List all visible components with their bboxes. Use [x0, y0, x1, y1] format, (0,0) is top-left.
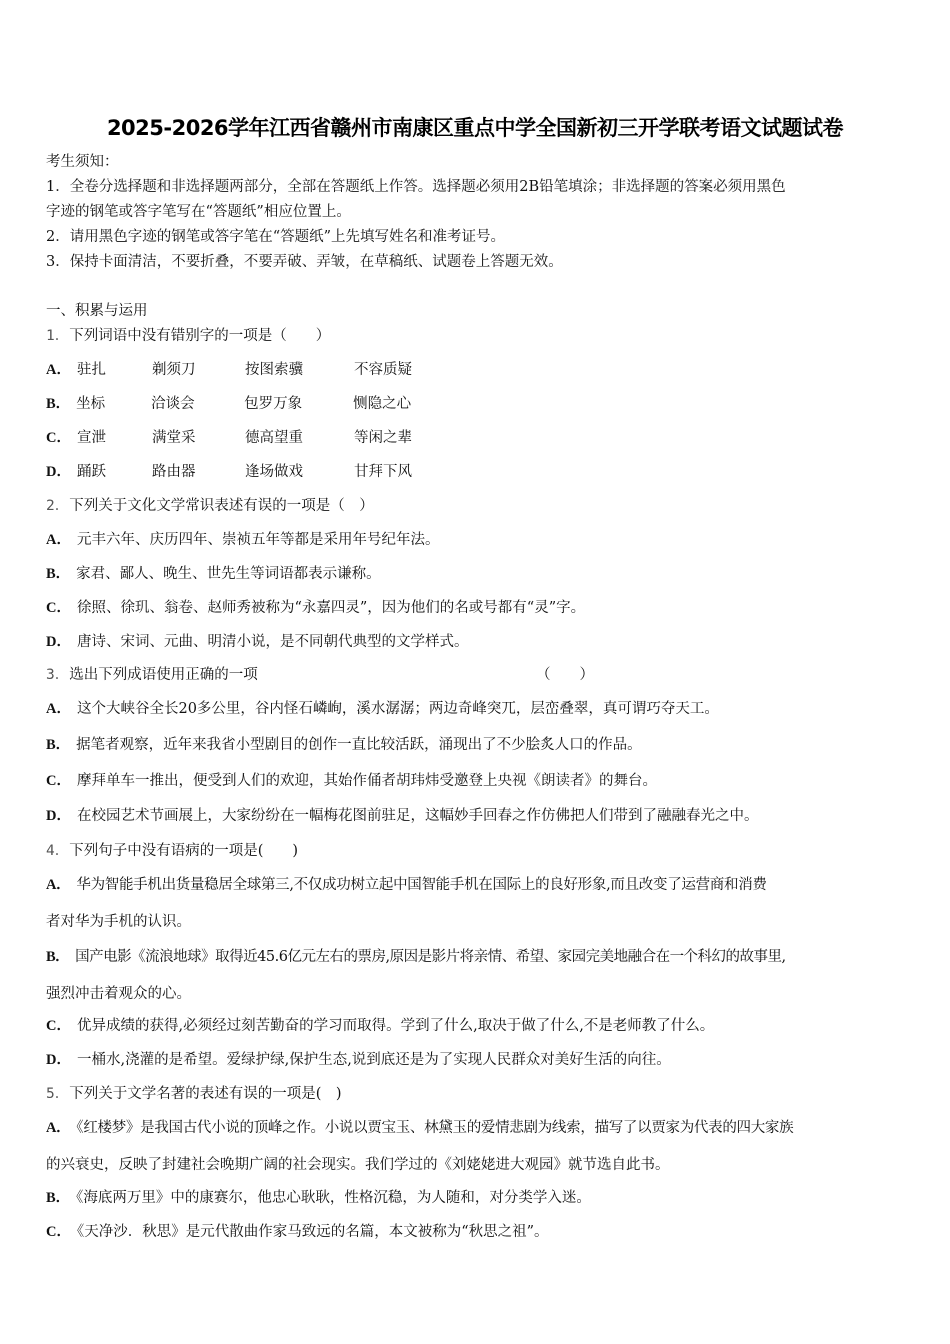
option-label: C． — [46, 1224, 71, 1240]
q1-option-a — [46, 360, 454, 380]
word: 包罗万象 — [244, 396, 303, 412]
question-number: 2． — [46, 498, 70, 514]
option-text: 《红楼梦》是我国古代小说的顶峰之作。小说以贾宝玉、林黛玉的爱情悲剧为线索，描写了以贾家为代表的四大家族 — [76, 1120, 794, 1136]
question-number: 1． — [46, 328, 70, 344]
word: 洽谈会 — [151, 396, 195, 412]
word: 甘拜下风 — [353, 464, 412, 480]
question-3 — [46, 665, 258, 685]
notice-line-1: 1．全卷分选择题和非选择题两部分，全部在答题纸上作答。选择题必须用2B铅笔填涂；非选择题的答案必须用黑色 — [46, 179, 786, 195]
notice-line-3: 3．保持卡面清洁，不要折叠，不要弄破、弄皱，在草稿纸、试题卷上答题无效。 — [46, 254, 563, 270]
option-text: 摩拜单车一推出，便受到人们的欢迎，其始作俑者胡玮炜受邀登上央视《朗读者》的舞台。 — [76, 773, 657, 789]
question-stem: 下列关于文化文学常识表述有误的一项是（ ） — [69, 498, 374, 514]
question-number: 5． — [46, 1086, 70, 1102]
word: 满堂采 — [151, 430, 196, 446]
word: 驻扎 — [76, 362, 106, 378]
option-label: B． — [46, 396, 71, 412]
option-label: D． — [46, 464, 71, 480]
option-label: C． — [46, 600, 71, 616]
question-number: 3． — [46, 667, 70, 683]
question-1 — [46, 326, 330, 346]
question-5 — [46, 1084, 342, 1104]
question-stem: 下列词语中没有错别字的一项是（ ） — [69, 328, 331, 344]
word: 踊跃 — [76, 464, 106, 480]
q4-option-a — [46, 875, 767, 895]
q1-option-c — [46, 428, 454, 448]
option-text: 国产电影《流浪地球》取得近45.6亿元左右的票房,原因是影片将亲情、希望、家园完美地融合在一个科幻的故事里, — [75, 949, 786, 965]
section-heading: 一、积累与运用 — [46, 303, 148, 319]
question-stem: 下列句子中没有语病的一项是( ) — [69, 843, 299, 859]
option-label: C． — [46, 773, 71, 789]
word: 宣泄 — [76, 430, 106, 446]
q4-option-d — [46, 1050, 671, 1070]
notice-line-2: 2．请用黑色字迹的钢笔或答字笔在“答题纸”上先填写姓名和准考证号。 — [46, 229, 506, 245]
q3-option-d — [46, 806, 758, 826]
question-stem: 下列关于文学名著的表述有误的一项是( ) — [69, 1086, 342, 1102]
word: 恻隐之心 — [353, 396, 412, 412]
option-label: B． — [46, 1190, 71, 1206]
answer-parentheses: （ ） — [536, 667, 594, 683]
q3-option-a — [46, 699, 719, 719]
option-label: D． — [46, 808, 71, 824]
option-label: C． — [46, 430, 71, 446]
option-text: 家君、鄙人、晚生、世先生等词语都表示谦称。 — [76, 566, 381, 582]
option-text: 据笔者观察，近年来我省小型剧目的创作一直比较活跃，涌现出了不少脍炙人口的作品。 — [76, 737, 642, 753]
question-stem: 选出下列成语使用正确的一项 — [69, 667, 258, 683]
q2-option-b — [46, 564, 381, 584]
q1-option-d — [46, 462, 454, 482]
notice-heading: 考生须知： — [46, 154, 119, 170]
option-label: D． — [46, 1052, 71, 1068]
option-label: A． — [46, 701, 71, 717]
option-text: 《海底两万里》中的康赛尔，他忠心耿耿，性格沉稳，为人随和，对分类学入迷。 — [76, 1190, 591, 1206]
question-4 — [46, 841, 298, 861]
q2-option-d — [46, 632, 468, 652]
option-text: 优异成绩的获得,必须经过刻苦勤奋的学习而取得。学到了什么,取决于做了什么,不是老师教了什么。 — [76, 1018, 715, 1034]
option-text: 一桶水,浇灌的是希望。爱绿护绿,保护生态,说到底还是为了实现人民群众对美好生活的向往。 — [76, 1052, 671, 1068]
option-label: B． — [46, 737, 71, 753]
q1-option-b — [46, 394, 453, 414]
q3-option-c — [46, 771, 657, 791]
option-label: C． — [46, 1018, 71, 1034]
option-text: 《天净沙．秋思》是元代散曲作家马致远的名篇，本文被称为“秋思之祖”。 — [76, 1224, 549, 1240]
question-2 — [46, 496, 374, 516]
q5-option-b — [46, 1188, 591, 1208]
word: 不容质疑 — [353, 362, 412, 378]
option-text: 华为智能手机出货量稳居全球第三,不仅成功树立起中国智能手机在国际上的良好形象,而且改变了运营商和消费 — [76, 877, 767, 893]
q5-option-a — [46, 1118, 793, 1138]
option-label: A． — [46, 877, 71, 893]
word: 按图索骥 — [244, 362, 303, 378]
q3-option-b — [46, 735, 642, 755]
word: 德高望重 — [244, 430, 303, 446]
exam-title: 2025-2026学年江西省赣州市南康区重点中学全国新初三开学联考语文试题试卷 — [106, 116, 844, 140]
option-text: 这个大峡谷全长20多公里，谷内怪石嶙峋，溪水潺潺；两边奇峰突兀，层峦叠翠，真可谓巧夺天工。 — [76, 701, 719, 717]
word: 坐标 — [76, 396, 106, 412]
q5-option-a-cont: 的兴衰史，反映了封建社会晚期广阔的社会现实。我们学过的《刘姥姥进大观园》就节选自此书。 — [46, 1157, 670, 1173]
option-text: 元丰六年、庆历四年、崇祯五年等都是采用年号纪年法。 — [76, 532, 440, 548]
word: 等闲之辈 — [353, 430, 412, 446]
word: 剃须刀 — [151, 362, 196, 378]
question-number: 4． — [46, 843, 70, 859]
option-text: 在校园艺术节画展上，大家纷纷在一幅梅花图前驻足，这幅妙手回春之作仿佛把人们带到了融融春光之中。 — [76, 808, 759, 824]
word: 路由器 — [151, 464, 196, 480]
q2-option-a — [46, 530, 439, 550]
notice-line-1-cont: 字迹的钢笔或答字笔写在“答题纸”相应位置上。 — [46, 204, 351, 220]
option-label: B． — [46, 566, 71, 582]
option-label: A． — [46, 1120, 71, 1136]
option-text: 徐照、徐玑、翁卷、赵师秀被称为“永嘉四灵”，因为他们的名或号都有“灵”字。 — [76, 600, 586, 616]
q4-option-b — [46, 947, 786, 967]
word: 逢场做戏 — [244, 464, 303, 480]
q2-option-c — [46, 598, 585, 618]
option-label: A． — [46, 362, 71, 378]
option-label: A． — [46, 532, 71, 548]
q4-option-a-cont: 者对华为手机的认识。 — [46, 914, 191, 930]
option-text: 唐诗、宋词、元曲、明清小说，是不同朝代典型的文学样式。 — [76, 634, 469, 650]
option-label: B． — [46, 949, 70, 965]
q5-option-c — [46, 1222, 549, 1242]
q4-option-b-cont: 强烈冲击着观众的心。 — [46, 986, 191, 1002]
option-label: D． — [46, 634, 71, 650]
q4-option-c — [46, 1016, 714, 1036]
